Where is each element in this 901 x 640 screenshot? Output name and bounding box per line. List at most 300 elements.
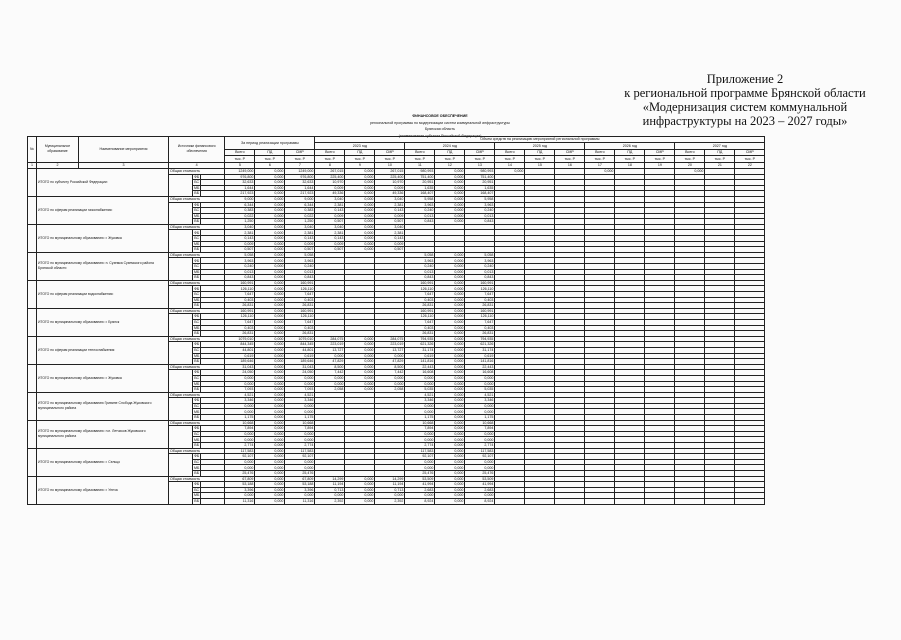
source-total: Общая стоимость <box>169 168 225 174</box>
source-subset-label <box>169 202 193 224</box>
value-cell: 8,924 <box>465 498 495 504</box>
value-cell: 7,647 <box>465 292 495 298</box>
block-title: ИТОГО по субъекту Российской Федерации: <box>37 168 169 196</box>
value-cell: 0,000 <box>435 370 465 376</box>
value-cell: 3,040 <box>225 224 255 230</box>
block-title: ИТОГО по муниципальному образованию: г. Брянск <box>37 308 169 336</box>
value-cell: 126,110 <box>405 314 435 320</box>
value-cell: 7,442 <box>375 370 405 376</box>
value-cell: 0,843 <box>465 219 495 225</box>
value-cell: 3,963 <box>465 258 495 264</box>
value-cell: 117,583 <box>405 448 435 454</box>
value-cell: 26,831 <box>405 331 435 337</box>
header-unit: тыс. Р <box>345 156 375 162</box>
row-number <box>28 364 37 392</box>
header-unit: тыс. Р <box>435 156 465 162</box>
source-fb: ФБ <box>194 454 200 459</box>
header-unit: тыс. Р <box>285 156 315 162</box>
value-cell: 0,000 <box>345 168 375 174</box>
value-cell: 3,963 <box>405 258 435 264</box>
header-unit: тыс. Р <box>735 156 765 162</box>
value-cell: 2,774 <box>405 443 435 449</box>
value-cell: 1,175 <box>405 415 435 421</box>
value-cell: 20,951 <box>405 180 435 186</box>
value-cell: 3,346 <box>405 398 435 404</box>
value-cell: 0,009 <box>315 213 345 219</box>
value-cell: 0,000 <box>255 359 285 365</box>
value-cell: 2,381 <box>225 230 255 236</box>
value-cell: 1,175 <box>465 415 495 421</box>
value-cell: 0,000 <box>435 202 465 208</box>
value-cell: 25,476 <box>405 471 435 477</box>
value-cell: 10,668 <box>225 420 255 426</box>
value-cell: 10,668 <box>285 420 315 426</box>
source-total: Общая стоимость <box>169 392 225 398</box>
value-cell: 0,000 <box>435 487 465 493</box>
value-cell: 0,000 <box>675 168 705 174</box>
source-mb: МБ <box>194 437 200 442</box>
source-vb: ВБ <box>194 415 200 420</box>
value-cell: 168,407 <box>465 191 495 197</box>
value-cell: 0,000 <box>255 493 285 499</box>
value-cell: 0,403 <box>285 325 315 331</box>
value-cell: 0,000 <box>255 219 285 225</box>
value-cell: 13,727 <box>315 347 345 353</box>
source-mb: МБ <box>194 269 200 274</box>
value-cell: 44,801 <box>225 347 255 353</box>
value-cell: 24,050 <box>225 370 255 376</box>
value-cell: 0,000 <box>435 314 465 320</box>
column-number: 15 <box>525 162 555 168</box>
source-subset-label <box>169 482 193 504</box>
value-cell: 0,000 <box>345 224 375 230</box>
value-cell: 0,000 <box>285 459 315 465</box>
column-number: 11 <box>405 162 435 168</box>
value-cell: 0,000 <box>435 420 465 426</box>
value-cell: 0,000 <box>435 387 465 393</box>
value-cell: 160,991 <box>465 308 495 314</box>
value-cell: 0,000 <box>345 180 375 186</box>
row-number <box>28 392 37 420</box>
source-mb: МБ <box>194 241 200 246</box>
value-cell: 32,633 <box>285 180 315 186</box>
value-cell: 2,381 <box>315 230 345 236</box>
source-bs: БС <box>194 180 200 185</box>
value-cell: 0,000 <box>435 381 465 387</box>
value-cell: 0,000 <box>435 465 465 471</box>
value-cell: 0,000 <box>315 493 345 499</box>
value-cell: 0,000 <box>435 325 465 331</box>
value-cell: 0,000 <box>255 236 285 242</box>
value-cell: 26,831 <box>465 331 495 337</box>
value-cell: 6,344 <box>285 202 315 208</box>
value-cell: 0,843 <box>465 275 495 281</box>
value-cell: 2,774 <box>465 443 495 449</box>
header-unit: тыс. Р <box>675 156 705 162</box>
source-mb: МБ <box>194 213 200 218</box>
value-cell: 0,000 <box>255 426 285 432</box>
value-cell: 0,000 <box>285 381 315 387</box>
value-cell: 0,000 <box>585 168 615 174</box>
value-cell: 126,110 <box>225 286 255 292</box>
value-cell: 0,009 <box>225 241 255 247</box>
value-cell: 11,194 <box>375 482 405 488</box>
column-number: 21 <box>705 162 735 168</box>
value-cell: 0,000 <box>225 381 255 387</box>
value-cell: 14,299 <box>375 476 405 482</box>
value-cell: 2,381 <box>285 230 315 236</box>
value-cell: 0,000 <box>255 264 285 270</box>
value-cell: 844,345 <box>285 342 315 348</box>
value-cell: 0,000 <box>255 454 285 460</box>
value-cell: 0,000 <box>255 208 285 214</box>
column-number: 6 <box>255 162 285 168</box>
value-cell: 976,800 <box>225 174 255 180</box>
value-cell: 0,000 <box>255 297 285 303</box>
value-cell: 0,713 <box>375 487 405 493</box>
value-cell: 67,809 <box>285 476 315 482</box>
source-mb: МБ <box>194 353 200 358</box>
header-sub-col: СМР <box>735 149 765 155</box>
value-cell: 5,035 <box>405 387 435 393</box>
value-cell: 0,000 <box>255 241 285 247</box>
value-cell: 160,991 <box>465 280 495 286</box>
value-cell: 3,040 <box>375 196 405 202</box>
source-fb: ФБ <box>194 342 200 347</box>
source-mb: МБ <box>194 493 200 498</box>
value-cell: 0,000 <box>345 219 375 225</box>
value-cell: 0,000 <box>435 264 465 270</box>
value-cell: 0,240 <box>465 208 495 214</box>
value-cell: 8,500 <box>315 364 345 370</box>
value-cell: 0,000 <box>345 230 375 236</box>
value-cell: 92,107 <box>465 454 495 460</box>
source-bs: БС <box>194 236 200 241</box>
value-cell: 0,403 <box>285 297 315 303</box>
value-cell <box>705 498 735 504</box>
value-cell: 25,476 <box>225 471 255 477</box>
source-vb: ВБ <box>194 331 200 336</box>
value-cell: 0,000 <box>345 347 375 353</box>
value-cell: 0,000 <box>375 493 405 499</box>
header-unit: тыс. Р <box>405 156 435 162</box>
value-cell: 0,009 <box>315 185 345 191</box>
value-cell: 47,829 <box>315 359 345 365</box>
value-cell: 0,403 <box>225 297 255 303</box>
source-bs: БС <box>194 431 200 436</box>
value-cell: 223,019 <box>375 342 405 348</box>
value-cell: 5,058 <box>285 252 315 258</box>
value-cell: 0,000 <box>465 493 495 499</box>
value-cell: 4,521 <box>285 392 315 398</box>
value-cell: 0,000 <box>345 482 375 488</box>
block-title: ИТОГО по сферам реализации водоснабжения: <box>37 280 169 308</box>
source-total: Общая стоимость <box>169 224 225 230</box>
value-cell: 2,058 <box>315 387 345 393</box>
value-cell: 3,963 <box>405 202 435 208</box>
value-cell: 2,381 <box>375 202 405 208</box>
value-cell: 976,800 <box>285 174 315 180</box>
value-cell: 0,000 <box>435 471 465 477</box>
value-cell: 0,383 <box>285 208 315 214</box>
value-cell: 0,000 <box>255 459 285 465</box>
source-mb: МБ <box>194 185 200 190</box>
block-title: ИТОГО по муниципальному образованию: г. Жуковка <box>37 364 169 392</box>
value-cell: 2,683 <box>465 487 495 493</box>
value-cell: 16,608 <box>465 370 495 376</box>
value-cell: 284,075 <box>375 336 405 342</box>
value-cell: 0,000 <box>435 375 465 381</box>
value-cell: 0,000 <box>225 431 255 437</box>
value-cell: 0,000 <box>255 482 285 488</box>
value-cell: 2,381 <box>375 230 405 236</box>
value-cell: 0,143 <box>285 236 315 242</box>
source-subset-label <box>169 370 193 392</box>
row-number <box>28 336 37 364</box>
source-subset-label <box>169 426 193 448</box>
value-cell: 3,963 <box>225 258 255 264</box>
column-number: 5 <box>225 162 255 168</box>
source-fb: ФБ <box>194 426 200 431</box>
value-cell: 0,000 <box>315 381 345 387</box>
value-cell: 0,000 <box>465 465 495 471</box>
value-cell: 0,000 <box>255 381 285 387</box>
value-cell: 794,935 <box>465 336 495 342</box>
value-cell: 0,000 <box>435 252 465 258</box>
value-cell <box>585 498 615 504</box>
source-mb: МБ <box>194 465 200 470</box>
value-cell: 0,000 <box>255 331 285 337</box>
header-source: Источники финансового обеспечения <box>169 137 225 163</box>
value-cell: 0,507 <box>315 219 345 225</box>
value-cell: 11,194 <box>315 482 345 488</box>
value-cell: 3,346 <box>465 398 495 404</box>
value-cell: 0,000 <box>405 493 435 499</box>
value-cell: 0,143 <box>315 208 345 214</box>
source-fb: ФБ <box>194 314 200 319</box>
value-cell: 0,000 <box>255 252 285 258</box>
value-cell: 3,396 <box>285 487 315 493</box>
value-cell: 26,831 <box>285 331 315 337</box>
value-cell: 0,000 <box>225 493 255 499</box>
block-title: ИТОГО по муниципальному образованию: н.п. Летчиков Жуковского муниципального района <box>37 420 169 448</box>
value-cell: 0,000 <box>345 370 375 376</box>
column-number: 13 <box>465 162 495 168</box>
value-cell: 0,000 <box>375 381 405 387</box>
value-cell: 0,000 <box>345 476 375 482</box>
header-unit: тыс. Р <box>645 156 675 162</box>
row-number <box>28 224 37 252</box>
value-cell: 0,403 <box>465 325 495 331</box>
value-cell: 0,000 <box>255 409 285 415</box>
source-vb: ВБ <box>194 387 200 392</box>
header-unit: тыс. Р <box>615 156 645 162</box>
value-cell: 0,009 <box>375 213 405 219</box>
source-vb: ВБ <box>194 191 200 196</box>
value-cell: 92,107 <box>225 454 255 460</box>
value-cell: 0,507 <box>285 247 315 253</box>
value-cell: 0,507 <box>375 219 405 225</box>
value-cell: 0,000 <box>255 325 285 331</box>
value-cell: 0,000 <box>345 336 375 342</box>
block-title: ИТОГО по муниципальному образованию: г. Жуковка <box>37 224 169 252</box>
value-cell: 5,058 <box>405 252 435 258</box>
value-cell: 0,403 <box>465 297 495 303</box>
value-cell: 0,000 <box>435 342 465 348</box>
value-cell: 0,000 <box>255 370 285 376</box>
value-cell: 794,935 <box>405 336 435 342</box>
value-cell: 0,000 <box>345 493 375 499</box>
value-cell: 0,000 <box>255 476 285 482</box>
header-year: 2026 год <box>585 143 675 149</box>
value-cell: 0,000 <box>345 191 375 197</box>
row-number <box>28 168 37 196</box>
value-cell: 0,000 <box>405 459 435 465</box>
header-unit: тыс. Р <box>585 156 615 162</box>
value-cell: 0,000 <box>465 459 495 465</box>
value-cell: 0,013 <box>465 269 495 275</box>
header-sub-col: Всего <box>315 149 345 155</box>
header-unit: тыс. Р <box>315 156 345 162</box>
value-cell: 0,000 <box>435 180 465 186</box>
value-cell: 20,951 <box>465 180 495 186</box>
header-sub-col: СМР <box>375 149 405 155</box>
value-cell: 267,015 <box>375 168 405 174</box>
value-cell: 0,000 <box>315 353 345 359</box>
heading-title: ФИНАНСОВОЕ ОБЕСПЕЧЕНИЕ <box>412 114 468 118</box>
value-cell: 0,000 <box>345 185 375 191</box>
source-total: Общая стоимость <box>169 364 225 370</box>
value-cell: 0,009 <box>285 241 315 247</box>
value-cell: 5,958 <box>465 196 495 202</box>
source-mb: МБ <box>194 381 200 386</box>
value-cell: 0,000 <box>435 208 465 214</box>
value-cell: 7,647 <box>225 319 255 325</box>
value-cell: 1,635 <box>465 185 495 191</box>
value-cell: 31,043 <box>285 364 315 370</box>
value-cell: 141,816 <box>405 359 435 365</box>
value-cell: 0,403 <box>405 325 435 331</box>
header-sub-col: Всего <box>675 149 705 155</box>
value-cell: 7,894 <box>285 426 315 432</box>
value-cell: 160,991 <box>225 280 255 286</box>
value-cell: 225,400 <box>315 174 345 180</box>
value-cell: 0,000 <box>435 185 465 191</box>
value-cell: 0,000 <box>285 431 315 437</box>
column-number: 12 <box>435 162 465 168</box>
value-cell: 0,000 <box>435 347 465 353</box>
value-cell: 41,994 <box>465 482 495 488</box>
value-cell: 0,000 <box>345 487 375 493</box>
value-cell: 189,646 <box>225 359 255 365</box>
value-cell: 22,443 <box>465 364 495 370</box>
source-fb: ФБ <box>194 258 200 263</box>
value-cell: 0,000 <box>255 443 285 449</box>
value-cell: 0,000 <box>255 292 285 298</box>
value-cell: 1,250 <box>225 219 255 225</box>
value-cell: 3,346 <box>285 398 315 404</box>
value-cell: 160,991 <box>405 308 435 314</box>
value-cell: 0,619 <box>405 353 435 359</box>
header-sub-col: СМР <box>555 149 585 155</box>
value-cell: 7,093 <box>285 387 315 393</box>
value-cell: 1,644 <box>225 185 255 191</box>
header-municipality: Муниципальное образование <box>37 137 79 163</box>
appendix-line-3: «Модернизация систем коммунальной <box>642 100 848 114</box>
value-cell: 53,188 <box>225 482 255 488</box>
value-cell: 3,040 <box>375 224 405 230</box>
source-bs: БС <box>194 376 200 381</box>
value-cell: 6,344 <box>225 202 255 208</box>
value-cell: 0,000 <box>225 409 255 415</box>
value-cell <box>645 498 675 504</box>
column-number: 18 <box>615 162 645 168</box>
value-cell: 0,000 <box>435 448 465 454</box>
header-unit: тыс. Р <box>525 156 555 162</box>
value-cell: 4,521 <box>405 392 435 398</box>
source-subset-label <box>169 286 193 308</box>
row-number <box>28 196 37 224</box>
value-cell: 7,894 <box>405 426 435 432</box>
source-spacer <box>201 498 225 504</box>
value-cell: 1,644 <box>285 185 315 191</box>
value-cell: 0,000 <box>495 168 525 174</box>
block-title: ИТОГО по сферам реализации теплоснабжения: <box>37 336 169 364</box>
value-cell: 0,000 <box>345 381 375 387</box>
value-cell: 2,683 <box>405 487 435 493</box>
value-cell: 8,500 <box>375 364 405 370</box>
value-cell: 0,143 <box>315 236 345 242</box>
header-unit: тыс. Р <box>705 156 735 162</box>
header-sub-col: ПД <box>345 149 375 155</box>
value-cell: 3,346 <box>225 398 255 404</box>
value-cell: 0,000 <box>465 381 495 387</box>
value-cell: 117,583 <box>225 448 255 454</box>
value-cell: 0,000 <box>435 353 465 359</box>
value-cell: 160,991 <box>405 280 435 286</box>
value-cell: 621,326 <box>465 342 495 348</box>
value-cell: 0,000 <box>255 303 285 309</box>
source-vb: ВБ <box>194 275 200 280</box>
value-cell: 0,000 <box>435 331 465 337</box>
header-total-period: За период реализации программы <box>225 137 315 150</box>
value-cell: 0,403 <box>225 325 255 331</box>
value-cell: 0,507 <box>375 247 405 253</box>
value-cell: 0,000 <box>255 319 285 325</box>
value-cell: 0,000 <box>255 431 285 437</box>
value-cell: 24,050 <box>285 370 315 376</box>
value-cell: 2,774 <box>225 443 255 449</box>
value-cell: 0,000 <box>345 342 375 348</box>
value-cell <box>735 498 765 504</box>
value-cell: 0,000 <box>435 269 465 275</box>
value-cell: 117,583 <box>285 448 315 454</box>
value-cell: 92,107 <box>405 454 435 460</box>
value-cell: 1079,010 <box>285 336 315 342</box>
value-cell: 2,381 <box>315 202 345 208</box>
value-cell <box>525 498 555 504</box>
financing-table <box>27 136 765 505</box>
value-cell: 0,000 <box>255 213 285 219</box>
value-cell: 0,000 <box>435 292 465 298</box>
value-cell: 980,993 <box>465 168 495 174</box>
value-cell: 1249,000 <box>285 168 315 174</box>
row-number <box>28 476 37 504</box>
value-cell: 0,000 <box>345 387 375 393</box>
header-unit: тыс. Р <box>225 156 255 162</box>
source-vb: ВБ <box>194 499 200 504</box>
value-cell: 0,000 <box>285 409 315 415</box>
